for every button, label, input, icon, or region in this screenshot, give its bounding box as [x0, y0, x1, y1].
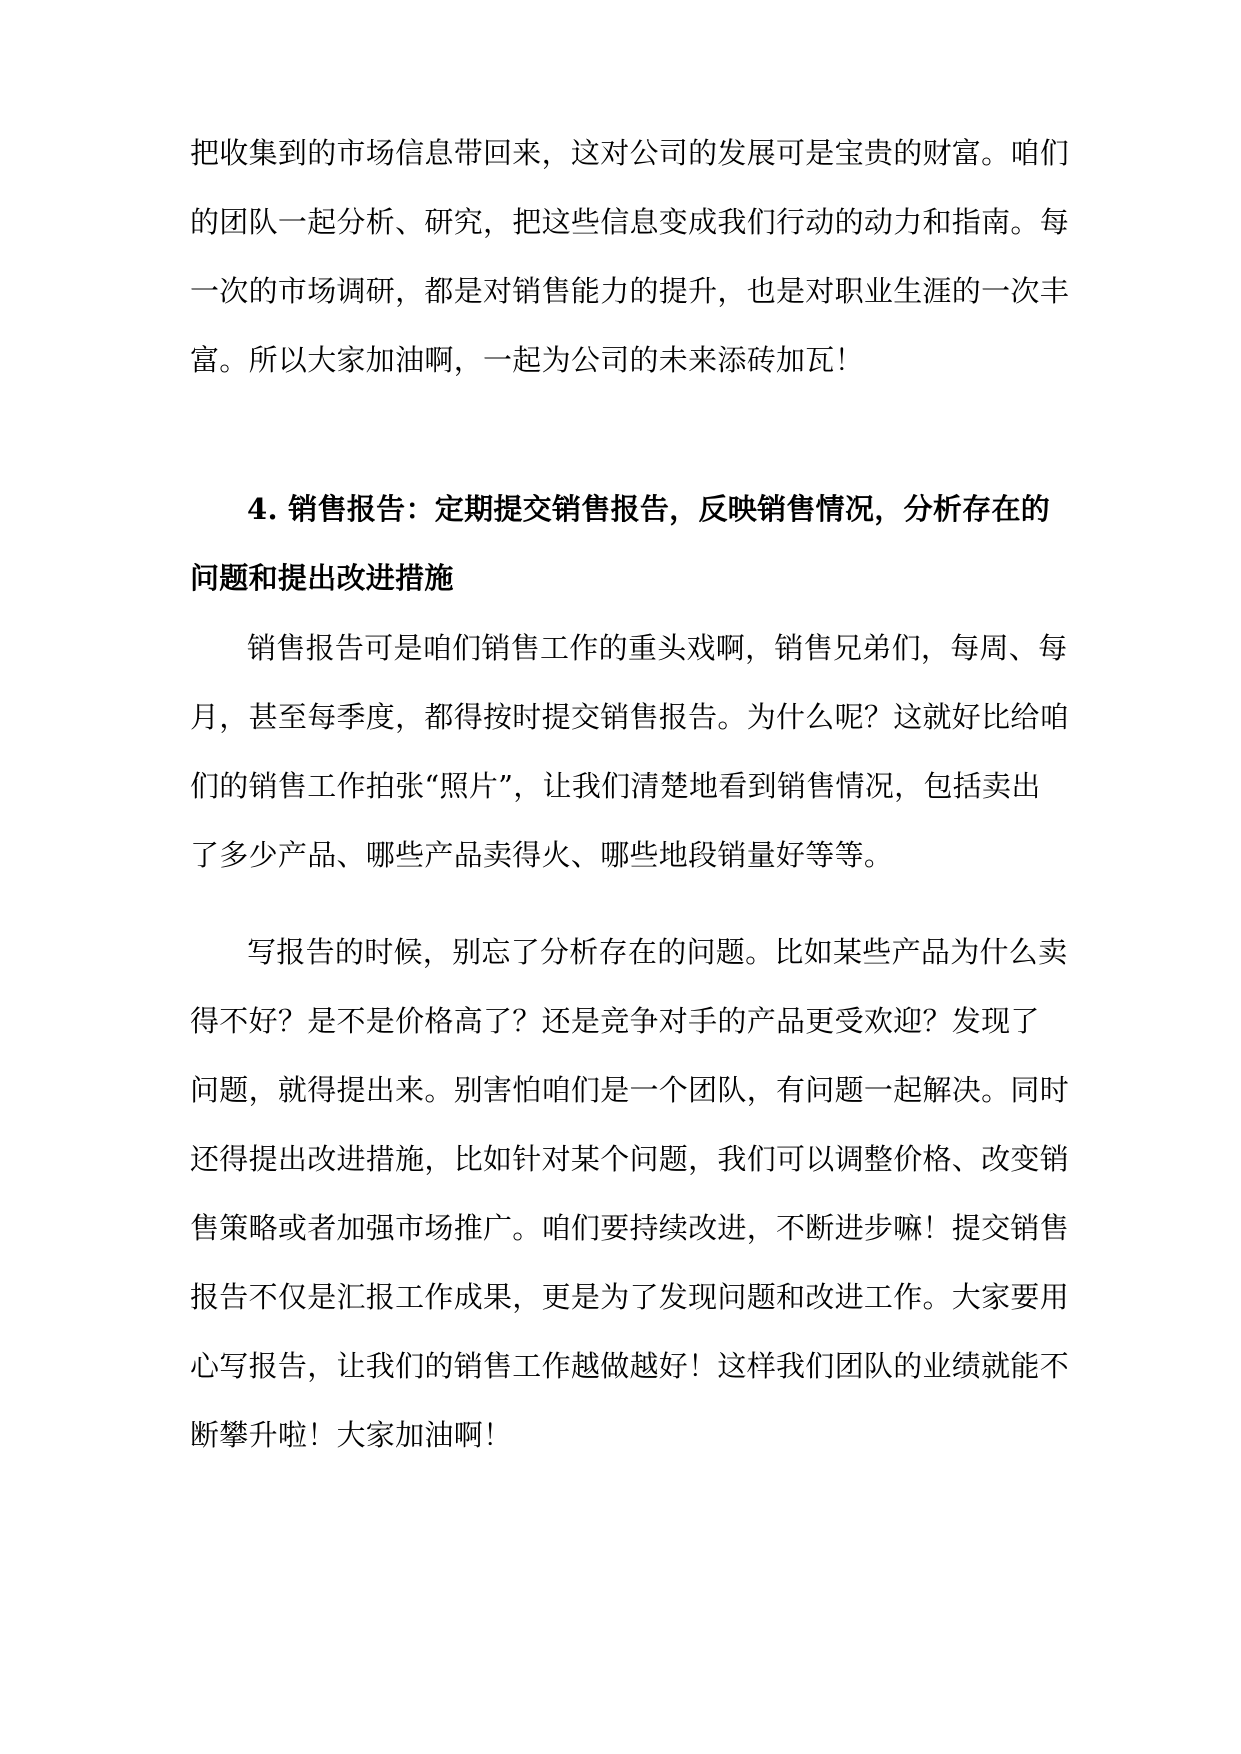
intro-paragraph-line: 一次的市场调研，都是对销售能力的提升，也是对职业生涯的一次丰 [190, 274, 1070, 308]
section-heading-line: 问题和提出改进措施 [190, 561, 454, 595]
paragraph-line: 得不好？是不是价格高了？还是竞争对手的产品更受欢迎？发现了 [190, 1004, 1040, 1038]
intro-paragraph-line: 的团队一起分析、研究，把这些信息变成我们行动的动力和指南。每 [190, 205, 1070, 239]
paragraph-line: 月，甚至每季度，都得按时提交销售报告。为什么呢？这就好比给咱 [190, 700, 1070, 734]
paragraph-line: 售策略或者加强市场推广。咱们要持续改进，不断进步嘛！提交销售 [190, 1211, 1070, 1245]
paragraph-line: 们的销售工作拍张“照片”，让我们清楚地看到销售情况，包括卖出 [190, 769, 1041, 803]
paragraph-line: 了多少产品、哪些产品卖得火、哪些地段销量好等等。 [190, 838, 894, 872]
paragraph-line: 还得提出改进措施，比如针对某个问题，我们可以调整价格、改变销 [190, 1142, 1070, 1176]
paragraph-line: 写报告的时候，别忘了分析存在的问题。比如某些产品为什么卖 [247, 935, 1068, 969]
paragraph-line: 断攀升啦！大家加油啊！ [190, 1418, 513, 1452]
paragraph-line: 心写报告，让我们的销售工作越做越好！这样我们团队的业绩就能不 [190, 1349, 1070, 1383]
paragraph-line: 问题，就得提出来。别害怕咱们是一个团队，有问题一起解决。同时 [190, 1073, 1070, 1107]
paragraph-line: 报告不仅是汇报工作成果，更是为了发现问题和改进工作。大家要用 [190, 1280, 1070, 1314]
intro-paragraph-line: 把收集到的市场信息带回来，这对公司的发展可是宝贵的财富。咱们 [190, 136, 1070, 170]
section-heading-line: 4. 销售报告：定期提交销售报告，反映销售情况，分析存在的 [247, 492, 1051, 526]
paragraph-line: 销售报告可是咱们销售工作的重头戏啊，销售兄弟们，每周、每 [247, 631, 1068, 665]
intro-paragraph-line: 富。所以大家加油啊，一起为公司的未来添砖加瓦！ [190, 343, 864, 377]
